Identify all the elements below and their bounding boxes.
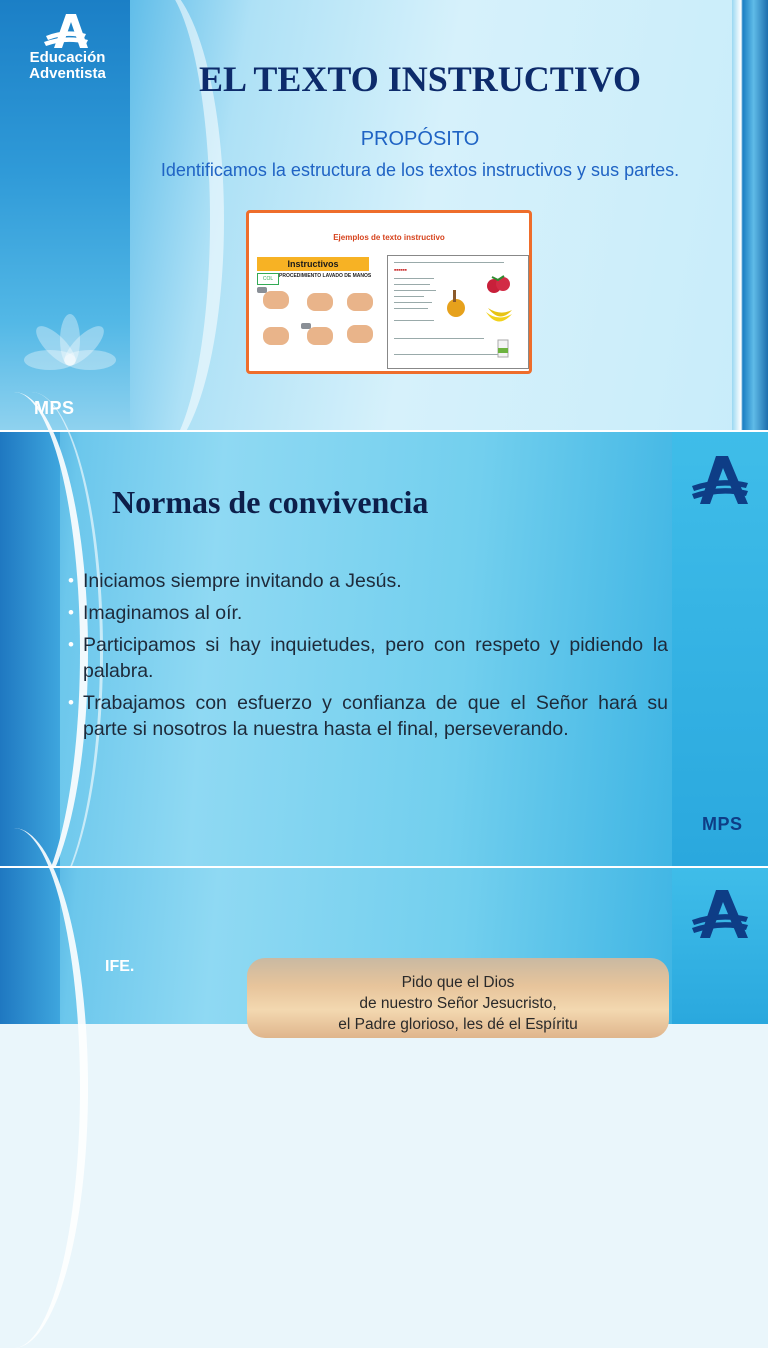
logo-line-2: Adventista: [29, 65, 106, 82]
prayer-line: Pido que el Dios: [401, 974, 515, 991]
rules-list: [66, 568, 668, 748]
slide-1: [0, 0, 768, 430]
yogurt-cup-icon: [496, 336, 510, 358]
hand-wash-step-icon: [347, 293, 373, 311]
instructive-text-examples-image: [246, 210, 532, 374]
prayer-line: el Padre glorioso, les dé el Espíritu: [338, 1016, 578, 1033]
honey-jar-icon: [444, 290, 468, 318]
list-item: • Imaginamos al oír.: [66, 600, 668, 626]
slide-3: [0, 868, 768, 1033]
recipe-panel: ■■■■■■: [387, 255, 529, 369]
hand-wash-step-icon: [307, 327, 333, 345]
mps-label: MPS: [702, 814, 743, 834]
right-panel: [672, 868, 768, 1024]
adventist-logo-icon: [692, 890, 748, 938]
adventist-logo-icon: [692, 456, 748, 504]
hand-wash-step-icon: [263, 291, 289, 309]
purpose-heading: PROPÓSITO: [360, 128, 480, 150]
col-logo: COL: [257, 273, 279, 285]
slide-2: [0, 432, 768, 866]
slide-1-title: EL TEXTO INSTRUCTIVO: [198, 59, 642, 99]
slide-2-title: Normas de convivencia: [112, 484, 429, 520]
prayer-text: [247, 972, 669, 1035]
mps-label: MPS: [34, 398, 75, 418]
prayer-line: de nuestro Señor Jesucristo,: [359, 995, 557, 1012]
example-image-title: Ejemplos de texto instructivo: [333, 233, 445, 242]
purpose-text: Identificamos la estructura de los textos instructivos y sus partes.: [160, 160, 680, 180]
right-edge-band: [732, 0, 768, 430]
right-panel: [672, 432, 768, 866]
logo-text: [10, 50, 125, 82]
prayer-card: [247, 958, 669, 1038]
slide-3-heading: IFE.: [105, 958, 135, 975]
adventist-logo-icon: [44, 14, 88, 48]
procedure-label: PROCEDIMIENTO LAVADO DE MANOS: [279, 273, 372, 279]
flower-decoration-icon: [30, 310, 110, 400]
instructivos-label: Instructivos: [257, 257, 369, 271]
strawberry-icon: [486, 274, 512, 296]
banana-icon: [484, 306, 514, 328]
list-item: • Iniciamos siempre invitando a Jesús.: [66, 568, 668, 594]
decorative-curve: [0, 828, 88, 1348]
hand-wash-step-icon: [307, 293, 333, 311]
logo-line-1: Educación: [29, 49, 106, 66]
list-item: • Participamos si hay inquietudes, pero con respeto y pidiendo la palabra.: [66, 632, 668, 684]
hand-wash-step-icon: [263, 327, 289, 345]
list-item: • Trabajamos con esfuerzo y confianza de que el Señor hará su parte si nosotros la nuestra hasta el final, perseverando.: [66, 690, 668, 742]
hand-wash-step-icon: [347, 325, 373, 343]
